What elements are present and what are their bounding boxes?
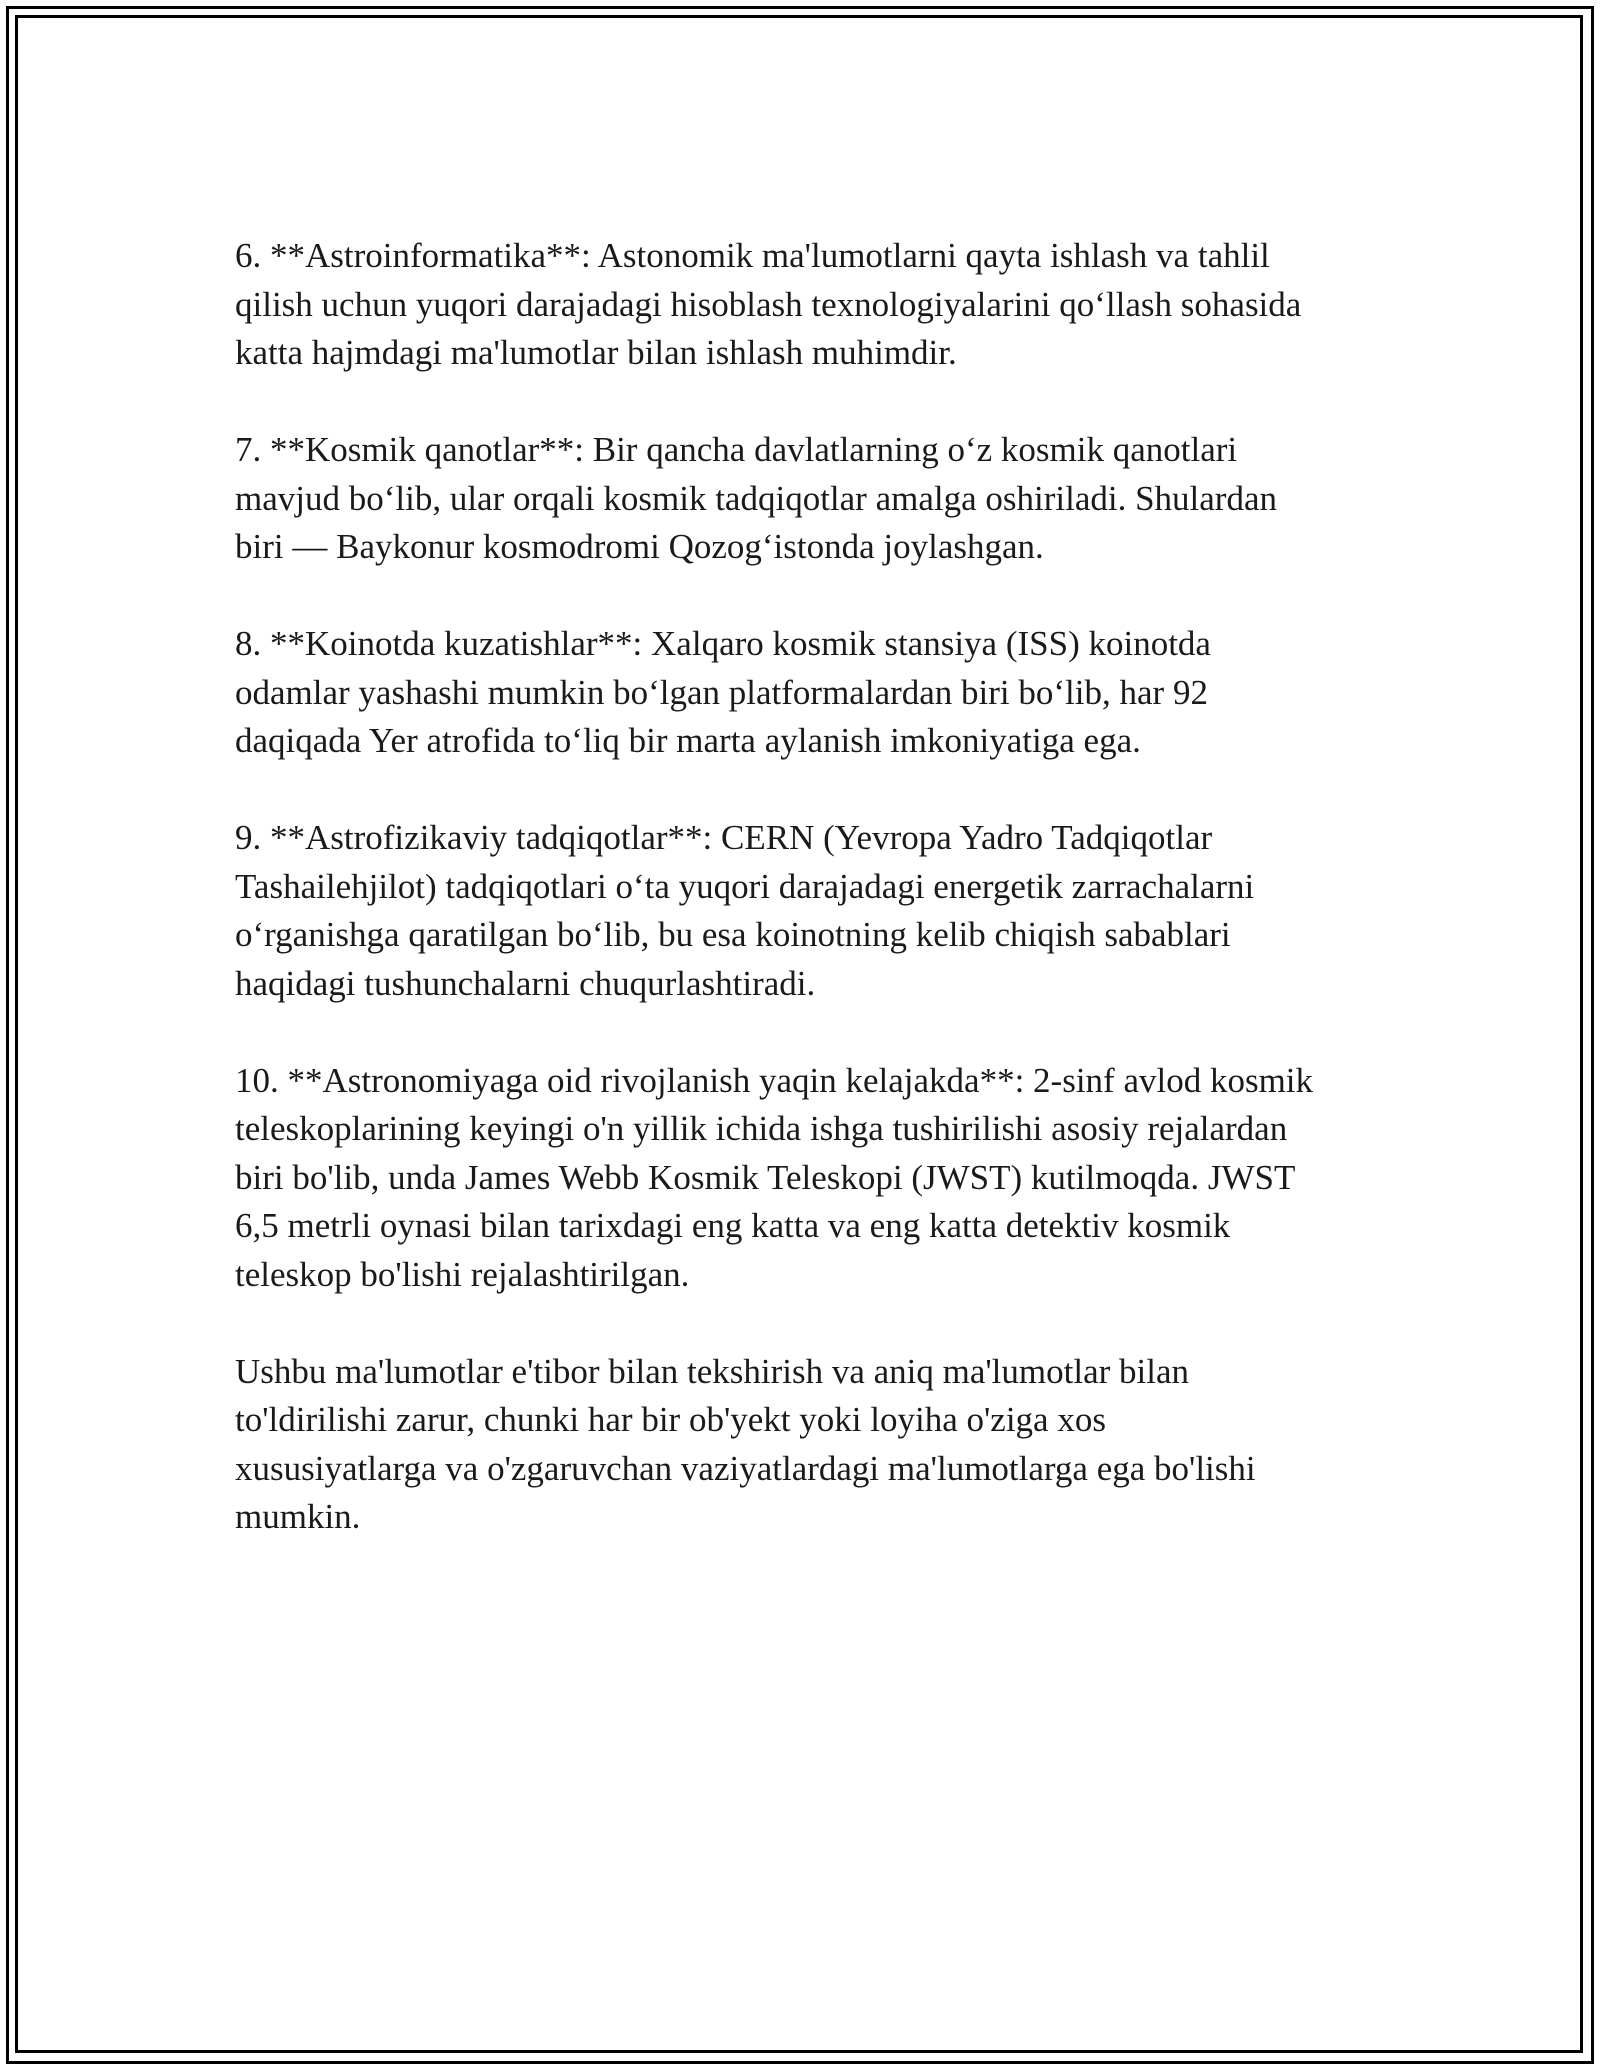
- text-line: 6. **Astroinformatika**: Astonomik ma'lumotlarni qayta ishlash va tahlil: [235, 236, 1270, 275]
- text-line: o‘rganishga qaratilgan bo‘lib, bu esa koinotning kelib chiqish sabablari: [235, 915, 1231, 954]
- text-line: mumkin.: [235, 1497, 361, 1536]
- text-line: biri bo'lib, unda James Webb Kosmik Teleskopi (JWST) kutilmoqda. JWST: [235, 1157, 1296, 1197]
- text-line: to'ldirilishi zarur, chunki har bir ob'yekt yoki loyiha o'ziga xos: [235, 1400, 1106, 1439]
- paragraph-9-astrofizikaviy-tadqiqotlar: [235, 814, 1375, 1008]
- text-line: 6,5 metrli oynasi bilan tarixdagi eng katta va eng katta detektiv kosmik: [235, 1206, 1231, 1245]
- text-line: 8. **Koinotda kuzatishlar**: Xalqaro kosmik stansiya (ISS) koinotda: [235, 624, 1211, 663]
- text-line: 10. **Astronomiyaga oid rivojlanish yaqin kelajakda**: 2-sinf avlod kosmik: [235, 1060, 1314, 1100]
- paragraph-7-kosmik-qanotlar: [235, 426, 1375, 572]
- paragraph-10-astronomiya-rivojlanish: [235, 1057, 1375, 1300]
- text-line: teleskoplarining keyingi o'n yillik ichida ishga tushirilishi asosiy rejalardan: [235, 1109, 1288, 1148]
- text-line: daqiqada Yer atrofida to‘liq bir marta aylanish imkoniyatiga ega.: [235, 721, 1141, 760]
- text-line: odamlar yashashi mumkin bo‘lgan platformalardan biri bo‘lib, har 92: [235, 672, 1208, 712]
- paragraph-conclusion: [235, 1348, 1375, 1542]
- text-line: 9. **Astrofizikaviy tadqiqotlar**: CERN (Yevropa Yadro Tadqiqotlar: [235, 818, 1213, 857]
- text-line: Ushbu ma'lumotlar e'tibor bilan tekshirish va aniq ma'lumotlar bilan: [235, 1351, 1190, 1391]
- document-body: [235, 232, 1375, 1542]
- paragraph-6-astroinformatika: [235, 232, 1375, 378]
- text-line: xususiyatlarga va o'zgaruvchan vaziyatlardagi ma'lumotlarga ega bo'lishi: [235, 1448, 1256, 1488]
- text-line: katta hajmdagi ma'lumotlar bilan ishlash muhimdir.: [235, 333, 957, 372]
- text-line: teleskop bo'lishi rejalashtirilgan.: [235, 1254, 690, 1294]
- text-line: mavjud bo‘lib, ular orqali kosmik tadqiqotlar amalga oshiriladi. Shulardan: [235, 478, 1278, 518]
- text-line: qilish uchun yuqori darajadagi hisoblash texnologiyalarini qo‘llash sohasida: [235, 284, 1302, 324]
- text-line: biri — Baykonur kosmodromi Qozog‘istonda joylashgan.: [235, 527, 1044, 566]
- paragraph-8-koinotda-kuzatishlar: [235, 620, 1375, 766]
- text-line: Tashailehjilot) tadqiqotlari o‘ta yuqori darajadagi energetik zarrachalarni: [235, 866, 1255, 906]
- text-line: haqidagi tushunchalarni chuqurlashtiradi.: [235, 963, 816, 1003]
- text-line: 7. **Kosmik qanotlar**: Bir qancha davlatlarning o‘z kosmik qanotlari: [235, 430, 1238, 469]
